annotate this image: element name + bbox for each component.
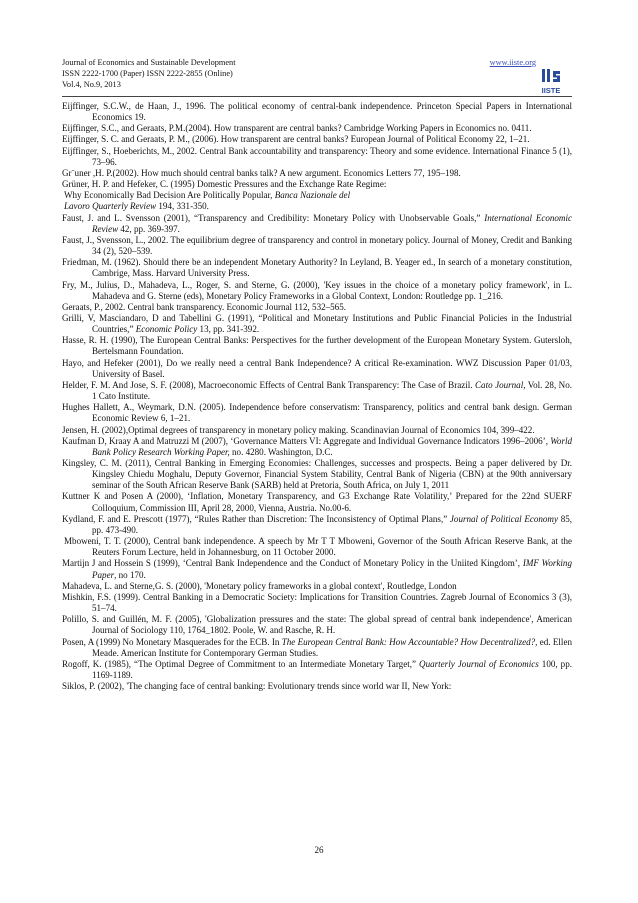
reference-italic-text: The European Central Bank: How Accountable? How Decentralized?, [281, 636, 538, 647]
reference-text: Eijffinger, S.C., and Geraats, P.M.(2004). How transparent are central banks? Cambridge Working Papers in Economics no. 0411. [62, 123, 532, 134]
reference-entry [62, 134, 572, 145]
reference-entry [62, 146, 572, 168]
reference-text: 13, pp. 341-392. [197, 324, 260, 335]
reference-text: Grilli, V, Masciandaro, D and Tabellini G. (1991), “Political and Monetary Institutions and Public Financial Policies in the Industrial Countries,” [62, 312, 572, 335]
reference-text: , no 170. [114, 569, 146, 580]
reference-text: Eijffinger, S., Hoeberichts, M., 2002. Central Bank accountability and transparency: Theory and some evidence. International Finance 5 (1), 73–96. [62, 145, 572, 167]
journal-title: Journal of Economics and Sustainable Development [62, 58, 236, 67]
reference-text: Geraats, P., 2002. Central bank transparency. Economic Journal 112, 532–565. [62, 301, 346, 312]
reference-text: Kaufman D, Kraay A and Matruzzi M (2007), ‘Governance Matters VI: Aggregate and Individual Governance Indicators 1996–2006’, [62, 435, 551, 446]
reference-text: Kydland, F. and E. Prescott (1977), “Rules Rather than Discretion: The Inconsistency of Optimal Plans,” [62, 513, 450, 524]
reference-entry [62, 458, 572, 491]
reference-italic-text: Economic Policy [135, 324, 198, 335]
reference-text: Faust, J., Svensson, L., 2002. The equilibrium degree of transparency and control in monetary policy. Journal of Money, Credit and Banking 34 (2), 520–539. [62, 234, 572, 257]
reference-text: ed. Ellen Meade. American Institute for Contemporary German Studies. [92, 636, 572, 658]
reference-text: no. 4280. Washington, D.C. [229, 446, 333, 457]
reference-text: Faust, J. and L. Svensson (2001), “Transparency and Credibility: Monetary Policy with Unobservable Goals,” [62, 212, 485, 223]
reference-text: Eijffinger, S.C.W., de Haan, J., 1996. The political economy of central-bank independence. Princeton Special Papers in International Economics 19. [62, 101, 572, 123]
journal-issn: ISSN 2222-1700 (Paper) ISSN 2222-2855 (Online) [62, 69, 233, 79]
reference-entry [62, 313, 572, 335]
reference-text: 100, pp. 1169-1189. [92, 658, 572, 680]
reference-entry [62, 101, 572, 123]
reference-text: Martijn J and Hossein S (1999), ‘Central Bank Independence and the Conduct of Monetary Policy in the Uniited Kingdom’, [62, 558, 523, 569]
logo-text: IISTE [541, 86, 561, 95]
reference-italic-text: Lavoro Quarterly Review [64, 201, 157, 212]
iiste-logo [538, 67, 564, 97]
reference-italic-text: Journal of Political Economy [449, 513, 558, 524]
reference-entry [62, 380, 572, 402]
reference-italic-text: Quarterly Journal of Economics [419, 658, 539, 669]
reference-entry [62, 637, 572, 659]
reference-text: Kingsley, C. M. (2011), Central Banking in Emerging Economies: Challenges, successes and prospects. Being a paper delivered by Dr. Kingsley Chiedu Moghalu, Deputy Governor, Financial System Stability, Central Bank of Nigeria (CBN) at the 90th anniversary seminar of the South African Reserve Bank (SARB) held at Pretoria, South Africa, on July 1, 2011 [62, 458, 572, 491]
reference-text: Mboweni, T. T. (2000), Central bank independence. A speech by Mr T T Mboweni, Governor of the South African Reserve Bank, at the Reuters Forum Lecture, held in Johannesburg, on 11 October 2000. [64, 536, 572, 558]
reference-entry [62, 235, 572, 257]
reference-entry [62, 302, 572, 313]
page-number: 26 [314, 845, 324, 855]
reference-entry [62, 581, 572, 592]
reference-text: Why Economically Bad Decision Are Politically Popular, [64, 190, 275, 201]
journal-url-link[interactable]: www.iiste.org [489, 58, 536, 67]
reference-list [62, 101, 572, 692]
reference-text: Grüner, H. P. and Hefeker, C. (1995) Domestic Pressures and the Exchange Rate Regime: [62, 179, 387, 190]
reference-text: Kuttner K and Posen A (2000), ‘Inflation, Monetary Transparency, and G3 Exchange Rate Volatility,’ Prepared for the 22nd SUERF Colloquium, Commission III, April 28, 2000, Vienna, Austria. No.00-6. [62, 491, 572, 513]
reference-text: Jensen, H. (2002),Optimal degrees of transparency in monetary policy making. Scandinavian Journal of Economics 104, 399–422. [62, 424, 535, 435]
reference-text: Rogoff, K. (1985), “The Optimal Degree of Commitment to an Intermediate Monetary Target,” [62, 658, 420, 669]
header-divider [62, 96, 572, 97]
reference-entry [62, 514, 572, 536]
reference-entry [62, 614, 572, 636]
reference-entry [62, 659, 572, 681]
reference-italic-text: Cato Journal [475, 379, 524, 390]
reference-text: 85, pp. 473-490. [92, 513, 572, 535]
reference-text: Hughes Hallett, A., Weymark, D.N. (2005). Independence before conservatism: Transparency, politics and central bank design. German Economic Review 6, 1–21. [62, 402, 572, 424]
reference-entry [62, 168, 572, 179]
reference-entry [62, 335, 572, 357]
reference-entry [62, 425, 572, 436]
reference-italic-text: Banca Nazionale del [274, 190, 351, 201]
reference-italic-text: World Bank Policy Research Working Paper, [92, 435, 573, 457]
reference-text: Hasse, R. H. (1990), The European Central Banks: Perspectives for the further development of the European Monetary System. Gutersloh, Bertelsmann Foundation. [62, 335, 572, 357]
reference-text: Friedman, M. (1962). Should there be an independent Monetary Authority? In Leyland, B. Yeager ed., In search of a monetary constitution, Cambrige, Mass. Harvard University Press. [62, 257, 572, 279]
reference-entry [62, 280, 572, 302]
reference-text: 194, 331-350. [156, 201, 209, 212]
reference-entry [62, 190, 572, 201]
reference-text: Siklos, P. (2002), 'The changing face of central banking: Evolutionary trends since world war II, New York: [62, 681, 452, 692]
reference-text: Eijffinger, S. C. and Geraats, P. M., (2006). How transparent are central banks? European Journal of Political Economy 22, 1–21. [62, 134, 530, 145]
reference-entry [62, 257, 572, 279]
reference-entry [62, 358, 572, 380]
reference-italic-text: IMF Working Paper [92, 558, 572, 580]
reference-text: Mahadeva, L. and Sterne,G. S. (2000), 'Monetary policy frameworks in a global context', Routledge, London [62, 580, 457, 591]
reference-text: Polillo, S. and Guillén, M. F. (2005), 'Globalization pressures and the state: The global spread of central bank independence', American Journal of Sociology 110, 1764_1802. Poole, W. and Rasche, R. H. [62, 614, 572, 636]
reference-entry [62, 536, 572, 558]
reference-text: , Vol. 28, No. 1 Cato Institute. [92, 379, 572, 402]
reference-text: 42, pp. 369-397. [118, 223, 180, 234]
reference-text: Posen, A (1999) No Monetary Masquerades for the ECB. In [62, 636, 282, 647]
reference-entry [62, 213, 572, 235]
reference-text: Helder, F. M. And Jose, S. F. (2008), Macroeconomic Effects of Central Bank Transparency: The Case of Brazil. [62, 379, 476, 390]
reference-entry [62, 558, 572, 580]
reference-text: Hayo, and Hefeker (2001), Do we really need a central Bank Independence? A critical Re-examination. WWZ Discussion Paper 01/03, University of Basel. [62, 357, 572, 379]
reference-entry [62, 592, 572, 614]
reference-entry [62, 436, 572, 458]
page-header [62, 57, 564, 97]
reference-entry [62, 402, 572, 424]
reference-text: Gr¨uner ,H. P.(2002). How much should central banks talk? A new argument. Economics Letters 77, 195–198. [62, 167, 461, 178]
reference-text: Mishkin, F.S. (1999). Central Banking in a Democratic Society: Implications for Transition Countries. Zagreb Journal of Economics 3 (3), 51–74. [62, 591, 572, 614]
journal-volume: Vol.4, No.9, 2013 [62, 80, 121, 90]
reference-italic-text: International Economic Review [92, 212, 572, 234]
reference-entry [62, 681, 572, 692]
reference-text: Fry, M., Julius, D., Mahadeva, L., Roger, S. and Sterne, G. (2000), 'Key issues in the choice of a monetary policy framework', in L. Mahadeva and G. Sterne (eds), Monetary Policy Frameworks in a Global Context, London: Routledge pp. 1_216. [62, 279, 572, 301]
reference-entry [62, 123, 572, 134]
reference-entry [62, 179, 572, 190]
reference-entry [62, 491, 572, 513]
reference-entry [62, 201, 572, 212]
